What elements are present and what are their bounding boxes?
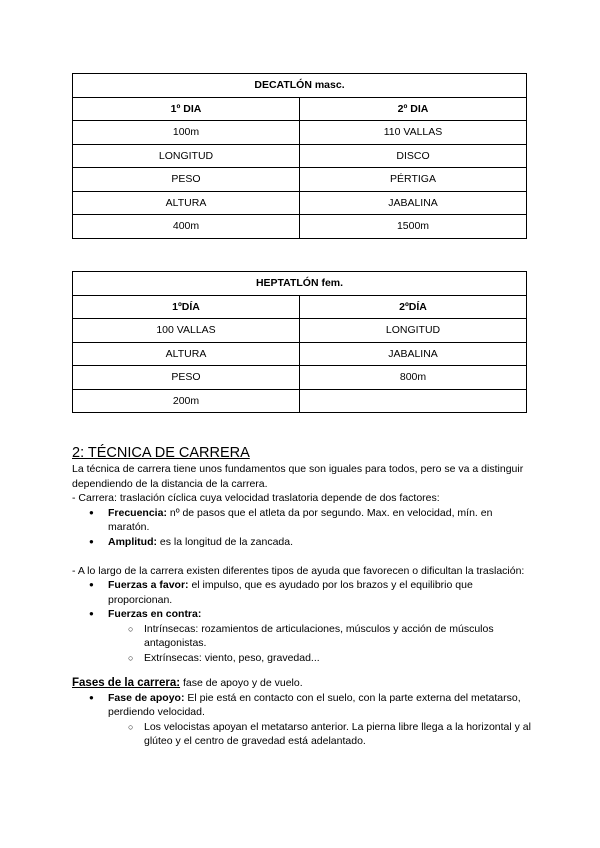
table-cell: PESO — [73, 366, 300, 390]
list-item — [72, 535, 532, 550]
table-cell: 1500m — [300, 215, 527, 239]
table-cell: 800m — [300, 366, 527, 390]
fases-line — [72, 676, 532, 691]
decathlon-table — [72, 73, 527, 239]
contra-label: Fuerzas en contra: — [108, 608, 202, 620]
fases-label: Fases de la carrera: — [72, 677, 181, 689]
frecuencia-label: Frecuencia: — [108, 506, 167, 519]
table-row — [73, 168, 527, 192]
table-cell: 100 VALLAS — [73, 319, 300, 343]
fases-text: fase de apoyo y de vuelo. — [180, 677, 303, 689]
table-cell: ALTURA — [73, 191, 300, 215]
table-row — [73, 121, 527, 145]
carrera-line: - Carrera: traslación cíclica cuya velocidad traslatoria depende de dos factores: — [72, 492, 440, 504]
apoyo-label: Fase de apoyo: — [108, 691, 185, 704]
table-cell: DISCO — [300, 144, 527, 168]
table-row — [73, 215, 527, 239]
table-row — [73, 191, 527, 215]
table-row — [73, 342, 527, 366]
table-cell: 200m — [73, 389, 300, 413]
favor-label: Fuerzas a favor: — [108, 579, 189, 591]
table-cell: LONGITUD — [73, 144, 300, 168]
table-cell: 100m — [73, 121, 300, 145]
decathlon-title: DECATLÓN masc. — [73, 74, 527, 98]
technique-section — [72, 444, 532, 749]
list-item: ○ Intrínsecas: rozamientos de articulaciones, músculos y acción de músculos antagonistas. — [72, 622, 532, 651]
phases-list — [72, 691, 532, 749]
table-row — [73, 389, 527, 413]
table-cell: JABALINA — [300, 342, 527, 366]
heptathlon-day1-header: 1ºDÍA — [73, 295, 300, 319]
table-cell: 110 VALLAS — [300, 121, 527, 145]
table-row — [73, 366, 527, 390]
heptathlon-day2-header: 2ºDÍA — [300, 295, 527, 319]
heptathlon-title: HEPTATLÓN fem. — [73, 272, 527, 296]
list-item — [72, 578, 532, 607]
table-cell: PESO — [73, 168, 300, 192]
decathlon-day2-header: 2º DIA — [300, 97, 527, 121]
table-cell: JABALINA — [300, 191, 527, 215]
ayuda-line: - A lo largo de la carrera existen diferentes tipos de ayuda que favorecen o dificultan la traslación: — [72, 564, 525, 577]
apoyo-text: El pie está en contacto con el suelo, con la parte externa del metatarso, perdiendo velocidad. — [108, 691, 521, 718]
table-cell — [300, 389, 527, 413]
list-item — [72, 607, 532, 622]
table-row — [73, 144, 527, 168]
list-item — [72, 506, 532, 535]
section-title: 2: TÉCNICA DE CARRERA — [72, 445, 250, 461]
amplitud-text: es la longitud de la zancada. — [157, 535, 294, 548]
heptathlon-table — [72, 271, 527, 413]
decathlon-day1-header: 1º DIA — [73, 97, 300, 121]
favor-text: el impulso, que es ayudado por los brazos y el equilibrio que proporcionan. — [108, 579, 473, 606]
table-cell: 400m — [73, 215, 300, 239]
frecuencia-text: nº de pasos que el atleta da por segundo. Max. en velocidad, mín. en maratón. — [108, 506, 493, 533]
factors-list — [72, 506, 532, 550]
list-item — [72, 691, 532, 720]
table-cell: PÉRTIGA — [300, 168, 527, 192]
table-cell: LONGITUD — [300, 319, 527, 343]
table-row — [73, 319, 527, 343]
amplitud-label: Amplitud: — [108, 535, 157, 548]
table-cell: ALTURA — [73, 342, 300, 366]
forces-list — [72, 578, 532, 665]
list-item: ○ Extrínsecas: viento, peso, gravedad... — [72, 651, 532, 666]
intro-paragraph: La técnica de carrera tiene unos fundamentos que son iguales para todos, pero se va a distinguir dependiendo de la distancia de la carrera. — [72, 463, 524, 490]
list-item: ○ Los velocistas apoyan el metatarso anterior. La pierna libre llega a la horizontal y al glúteo y el centro de gravedad está adelantado. — [72, 720, 532, 749]
